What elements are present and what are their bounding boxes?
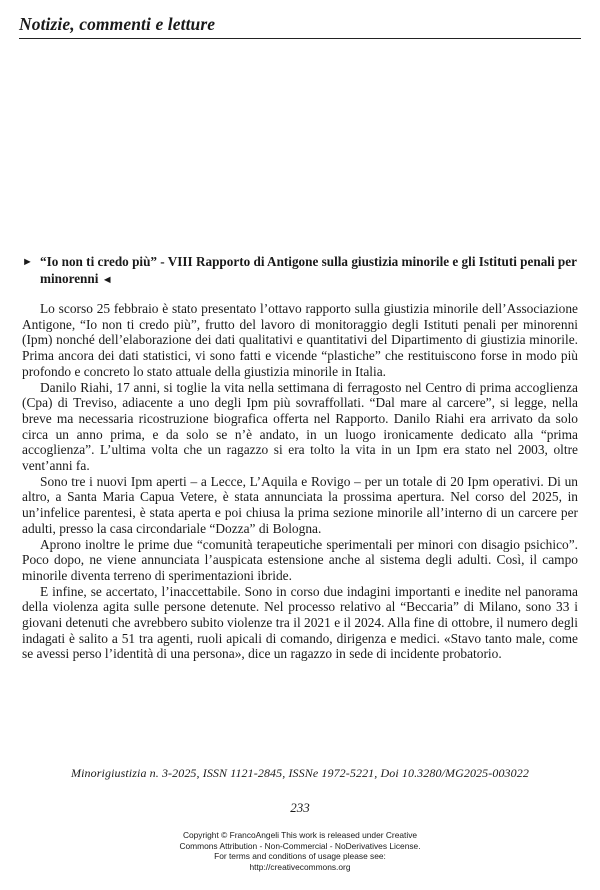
copyright-line: Copyright © FrancoAngeli This work is released under Creative <box>182 830 418 840</box>
license-link[interactable]: http://creativecommons.org <box>249 861 351 872</box>
paragraph: E infine, se accertato, l’inaccettabile. Sono in corso due indagini importanti e inedite nel panorama della violenza agita sulle persone detenute. Nel processo relativo al “Beccaria” di Milano, sono 33 i giovani detenuti che avrebbero subito violenze tra il 2021 e il 2024. Alla fine di ottobre, il numero degli indagati è salito a 51 tra agenti, ruoli apicali di comando, dirigenza e medici. «Stavo tanto male, come se avessi perso l’identità di una persona», dice un ragazzo in sede di incidente probatorio. <box>22 583 578 662</box>
section-header: Notizie, commenti e letture <box>19 14 216 34</box>
paragraph: Lo scorso 25 febbraio è stato presentato l’ottavo rapporto sulla giustizia minorile dell’Associazione Antigone, “Io non ti credo più”, frutto del lavoro di monitoraggio degli Istituti penali per minorenni (Ipm) nonché dell’elaborazione dei dati qualitativi e quantitativi del Dipartimento di giustizia minorile. Prima ancora dei dati statistici, vi sono fatti e vicende “plastiche” che restituiscono forse in modo più profondo e concreto lo stato attuale della giustizia minorile in Italia. <box>22 301 578 379</box>
paragraph: Sono tre i nuovi Ipm aperti – a Lecce, L’Aquila e Rovigo – per un totale di 20 Ipm operativi. Di un altro, a Santa Maria Capua Vetere, è stata annunciata la prossima apertura. Nel corso del 2025, in un’infelice parentesi, è stata aperta e poi chiusa la prima sezione minorile all’interno di un carcere per adulti, presso la casa circondariale “Dozza” di Bologna. <box>22 473 578 536</box>
journal-citation: Minorigiustizia n. 3-2025, ISSN 1121-2845, ISSNe 1972-5221, Doi 10.3280/MG2025-003022 <box>71 766 529 780</box>
title-start-marker: ► <box>22 256 33 268</box>
article <box>22 254 578 662</box>
article-body <box>22 301 578 662</box>
paragraph: Danilo Riahi, 17 anni, si toglie la vita nella settimana di ferragosto nel Centro di prima accoglienza (Cpa) di Treviso, adiacente a uno degli Ipm più sovraffollati. “Dal mare al carcere”, si legge, nella breve ma necessaria ricostruzione biografica offerta nel Rapporto. Danilo Riahi era arrivato da solo circa un anno prima, e da solo se n’è andato, in un luogo ironicamente dedicato alla “prima accoglienza”. L’ultima volta che un ragazzo si era tolto la vita in un Ipm era stato nel 2003, oltre vent’anni fa. <box>22 379 578 474</box>
paragraph: Aprono inoltre le prime due “comunità terapeutiche sperimentali per minori con disagio psichico”. Poco dopo, ne viene annunciata l’auspicata estensione anche al sistema degli adulti. Così, il campo minorile diventa terreno di sperimentazioni ibride. <box>22 536 578 583</box>
copyright-notice <box>0 830 600 872</box>
header-divider <box>19 38 581 39</box>
copyright-line: Commons Attribution - Non-Commercial - NoDerivatives License. <box>179 840 421 851</box>
article-title-text: “Io non ti credo più” - VIII Rapporto di Antigone sulla giustizia minorile e gli Istituti penali per minorenni <box>40 254 577 286</box>
article-title <box>22 254 578 288</box>
copyright-line: For terms and conditions of usage please see: <box>214 851 386 861</box>
page-number: 233 <box>290 800 310 815</box>
title-end-marker: ◄ <box>101 273 113 286</box>
